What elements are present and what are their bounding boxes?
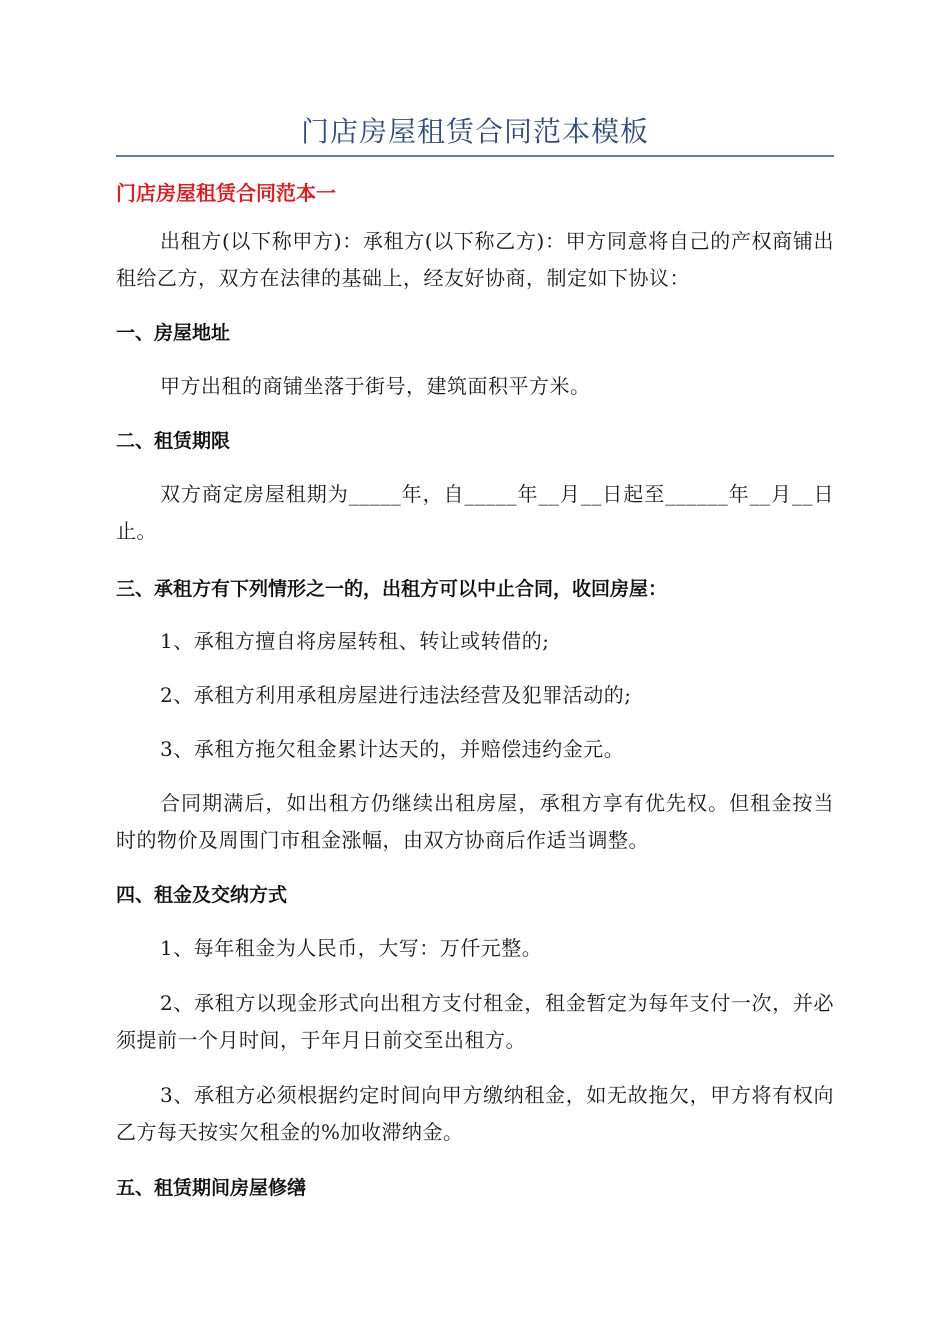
term-paragraph: 双方商定房屋租期为_____年，自_____年__月__日起至______年__月__日止。 bbox=[116, 482, 834, 543]
rent-item-1: 1、每年租金为人民币，大写：万仟元整。 bbox=[160, 936, 543, 960]
rent-item-2: 2、承租方以现金形式向出租方支付租金，租金暂定为每年支付一次，并必须提前一个月时间，于年月日前交至出租方。 bbox=[116, 991, 834, 1052]
section-heading-termination: 三、承租方有下列情形之一的，出租方可以中止合同，收回房屋： bbox=[116, 578, 668, 600]
address-paragraph: 甲方出租的商铺坐落于街号，建筑面积平方米。 bbox=[160, 374, 591, 398]
termination-item-1: 1、承租方擅自将房屋转租、转让或转借的; bbox=[160, 629, 550, 653]
document-title: 门店房屋租赁合同范本模板 bbox=[300, 115, 649, 148]
title-underline bbox=[116, 155, 834, 157]
termination-item-2: 2、承租方利用承租房屋进行违法经营及犯罪活动的; bbox=[160, 683, 632, 707]
termination-item-3: 3、承租方拖欠租金累计达天的，并赔偿违约金元。 bbox=[160, 737, 625, 761]
intro-paragraph: 出租方(以下称甲方)：承租方(以下称乙方)：甲方同意将自己的产权商铺出租给乙方，双方在法律的基础上，经友好协商，制定如下协议： bbox=[116, 229, 834, 290]
section-heading-term: 二、租赁期限 bbox=[116, 430, 231, 452]
renewal-paragraph: 合同期满后，如出租方仍继续出租房屋，承租方享有优先权。但租金按当时的物价及周围门市租金涨幅，由双方协商后作适当调整。 bbox=[116, 791, 834, 852]
section-heading-repairs: 五、租赁期间房屋修缮 bbox=[116, 1177, 307, 1199]
sample-title: 门店房屋租赁合同范本一 bbox=[116, 181, 336, 205]
section-heading-rent: 四、租金及交纳方式 bbox=[116, 884, 288, 906]
section-heading-address: 一、房屋地址 bbox=[116, 322, 231, 344]
rent-item-3: 3、承租方必须根据约定时间向甲方缴纳租金，如无故拖欠，甲方将有权向乙方每天按实欠租金的%加收滞纳金。 bbox=[116, 1083, 834, 1144]
